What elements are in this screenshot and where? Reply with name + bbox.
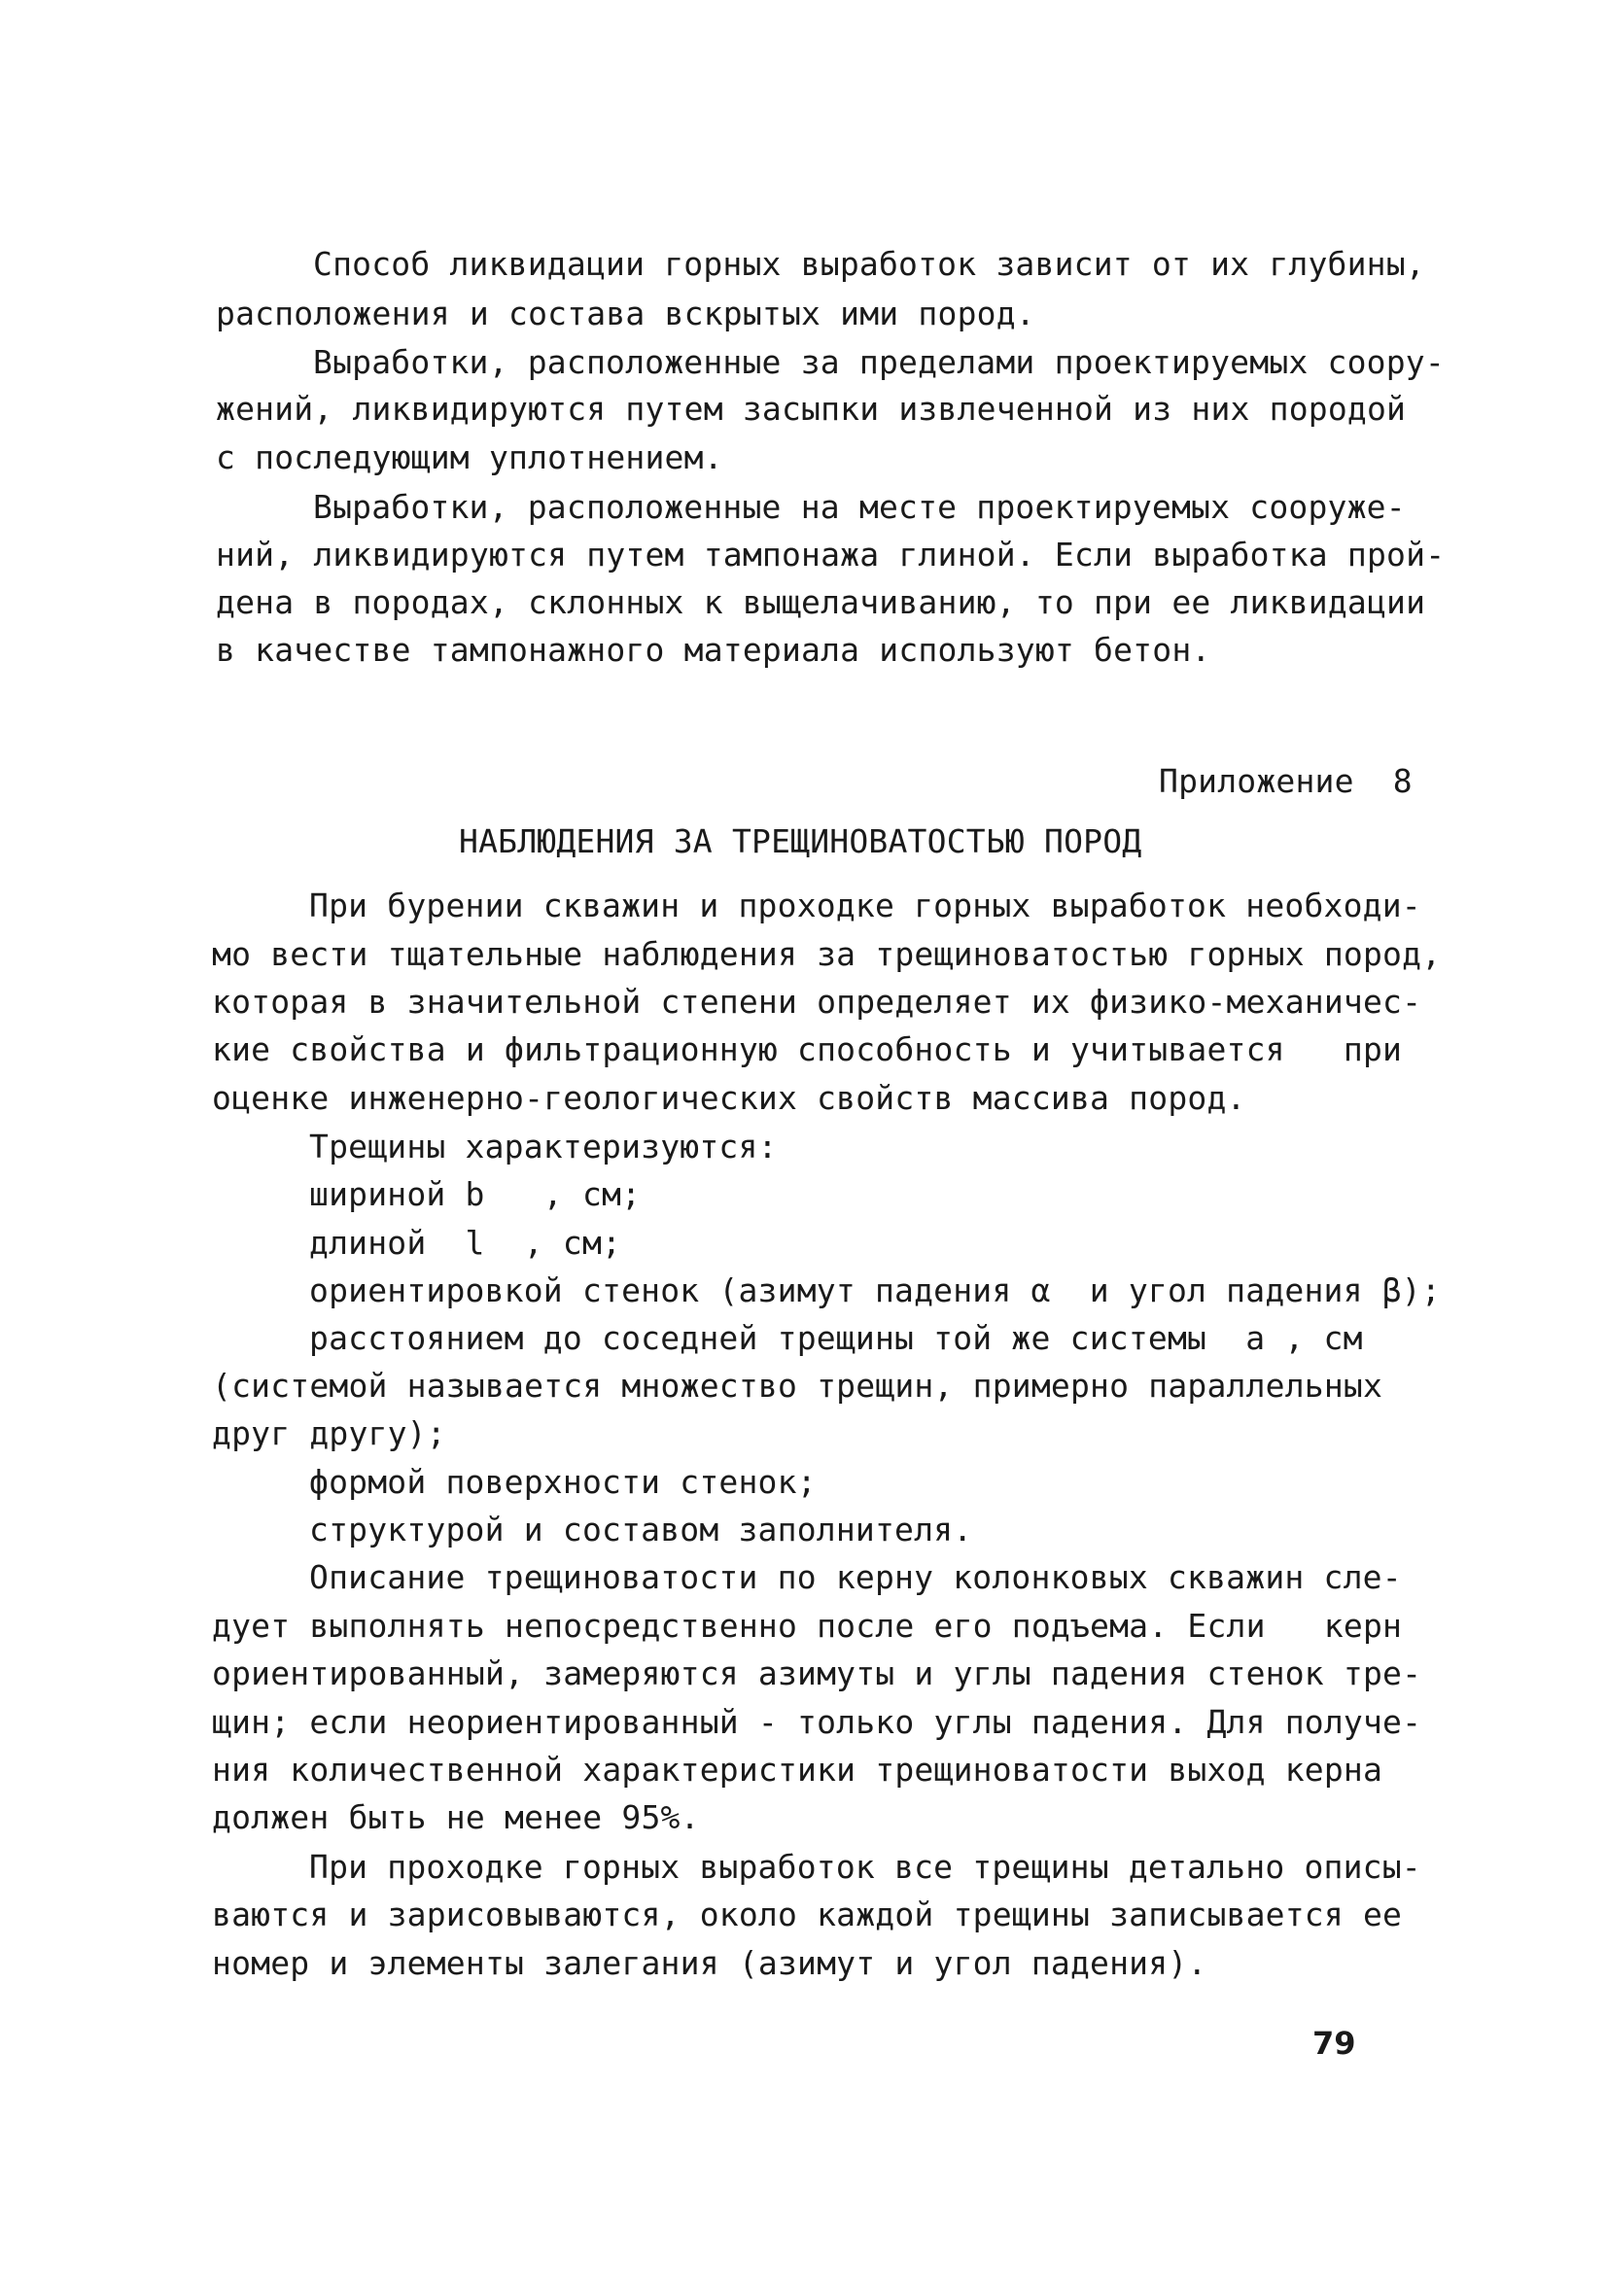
intro-line: ний, ликвидируются путем тампонажа глиной. Если выработка прой- — [216, 536, 1446, 574]
intro-line: с последующим уплотнением. — [216, 438, 723, 476]
body-line: ориентированный, замеряются азимуты и углы падения стенок тре- — [212, 1654, 1422, 1692]
body-line: расстоянием до соседней трещины той же системы a , см — [309, 1319, 1363, 1357]
body-line: длиной l , см; — [309, 1224, 622, 1262]
body-line: При бурении скважин и проходке горных выработок необходи- — [309, 887, 1421, 924]
body-line: Трещины характеризуются: — [309, 1128, 778, 1165]
body-line: ваются и зарисовываются, около каждой трещины записывается ее — [212, 1896, 1403, 1933]
section-title: НАБЛЮДЕНИЯ ЗА ТРЕЩИНОВАТОСТЬЮ ПОРОД — [459, 822, 1142, 860]
body-line: друг другу); — [212, 1414, 446, 1452]
body-line: мо вести тщательные наблюдения за трещиноватостью горных пород, — [212, 935, 1442, 973]
intro-line: дена в породах, склонных к выщелачиванию, то при ее ликвидации — [216, 583, 1426, 621]
body-line: щин; если неориентированный - только углы падения. Для получе- — [212, 1703, 1422, 1741]
intro-line: расположения и состава вскрытых ими пород. — [216, 295, 1035, 332]
body-line: номер и элементы залегания (азимут и угол падения). — [212, 1944, 1207, 1982]
page-number: 79 — [1312, 2025, 1356, 2062]
body-line: формой поверхности стенок; — [309, 1463, 817, 1501]
body-line: При проходке горных выработок все трещины детально описы- — [309, 1848, 1421, 1886]
body-line: кие свойства и фильтрационную способность и учитывается при — [212, 1030, 1403, 1068]
appendix-label: Приложение 8 — [1159, 762, 1413, 800]
intro-line: Выработки, расположенные за пределами проектируемых соору- — [313, 343, 1445, 381]
intro-line: в качестве тампонажного материала используют бетон. — [216, 631, 1211, 669]
body-line: ния количественной характеристики трещиноватости выход керна — [212, 1751, 1383, 1789]
body-line: должен быть не менее 95%. — [212, 1798, 700, 1836]
body-line: которая в значительной степени определяет их физико-механичес- — [212, 983, 1422, 1021]
body-line: шириной b , см; — [309, 1175, 642, 1213]
body-line: ориентировкой стенок (азимут падения α и угол падения β); — [309, 1271, 1441, 1309]
body-line: (системой называется множество трещин, примерно параллельных — [212, 1367, 1383, 1405]
intro-line: жений, ликвидируются путем засыпки извлеченной из них породой — [216, 390, 1407, 428]
body-line: оценке инженерно-геологических свойств массива пород. — [212, 1079, 1246, 1117]
body-line: структурой и составом заполнителя. — [309, 1511, 973, 1548]
intro-line: Выработки, расположенные на месте проектируемых сооруже- — [313, 488, 1406, 526]
body-line: дует выполнять непосредственно после его подъема. Если керн — [212, 1607, 1403, 1645]
intro-line: Способ ликвидации горных выработок зависит от их глубины, — [313, 245, 1425, 283]
body-line: Описание трещиноватости по керну колонковых скважин сле- — [309, 1558, 1402, 1596]
